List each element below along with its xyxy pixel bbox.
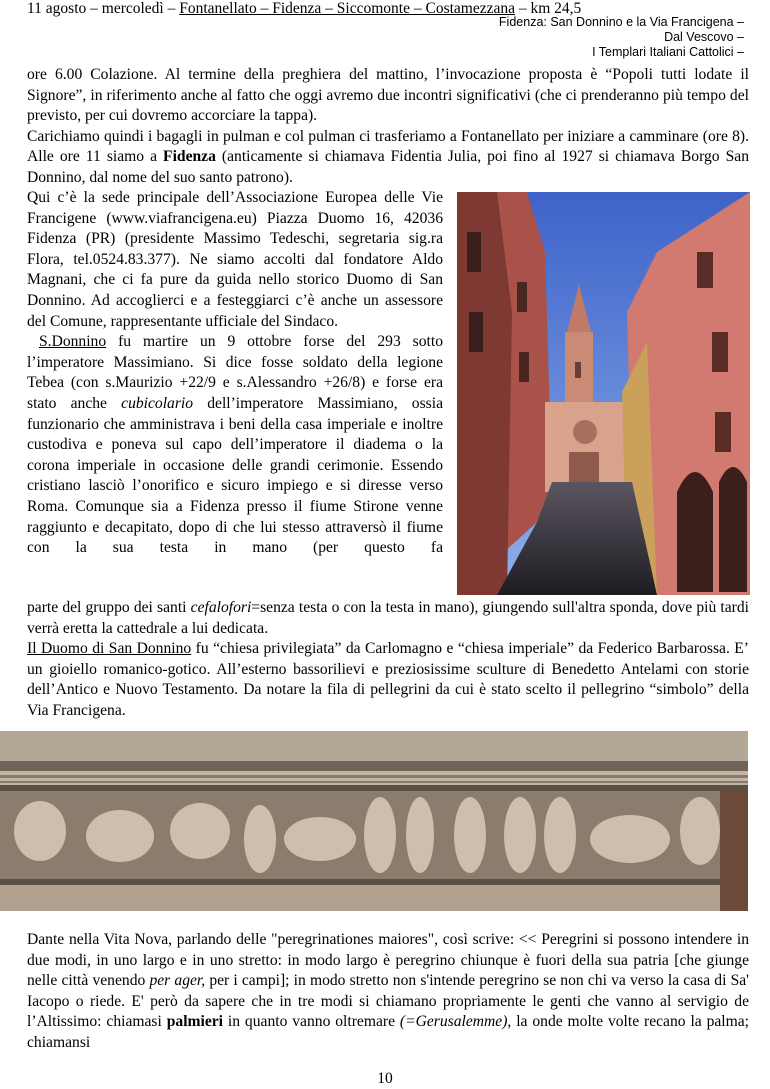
header-topic: Fidenza: San Donnino e la Via Francigena – <box>498 15 744 29</box>
palmieri-bold: palmieri <box>166 1013 224 1031</box>
paragraph-association: Qui c’è la sede principale dell’Associazione Europea delle Vie Francigene (www.viafrancigena.eu) Piazza Duomo 16, 42036 Fidenza (PR) (presidente Massimo Tedeschi, segretaria sig.ra Flora, tel.0524.83.377). Ne siamo accolti dal fondatore Aldo Magnani, che ci fa pure da guida nello storico Duomo di San Donnino. Ad accoglierci e a festeggiarci c’è anche un assessore del Comune, rappresentante ufficiale del Sindaco. <box>27 189 443 330</box>
bottom-text <box>27 930 749 1054</box>
paragraph-dante: Dante nella Vita Nova, parlando delle "peregrinationes maiores", così scrive: << Peregrini si possono intendere in due modi, in uno largo e in uno stretto: in modo largo è peregrino chiunque è fuori della sua patria [che giunge nelle città venendo per ager, per i campi]; in modo stretto non s'intende peregrino se non chi va verso la casa di Sa' Iacopo o riede. E' però da sapere che in tre modi si chiamano propriamente le genti che vanno al servigio de l’Altissimo: chiamasi palmieri in quanto vanno oltremare (=Gerusalemme), la onde molte volte recano la palma; chiamansi <box>27 931 750 1051</box>
s-donnino-link[interactable]: S.Donnino <box>39 333 107 351</box>
continuation-text <box>27 598 749 722</box>
header-distance: – km 24,5 <box>518 0 582 17</box>
header-topic: I Templari Italiani Cattolici – <box>592 45 744 59</box>
page-number: 10 <box>377 1070 393 1087</box>
street-photo <box>457 192 750 595</box>
narrow-column <box>27 188 443 559</box>
fidenza-bold: Fidenza <box>163 148 216 166</box>
header-topics <box>499 15 744 60</box>
header-route: Fontanellato – Fidenza – Siccomonte – Costamezzana <box>179 0 515 17</box>
paragraph-donnino-end: parte del gruppo dei santi cefalofori=senza testa o con la testa in mano), giungendo sull'altra sponda, dove più tardi verrà eretta la cattedrale a lui dedicata. <box>27 599 750 637</box>
paragraph-donnino: S.Donnino fu martire un 9 ottobre forse del 293 sotto l’imperatore Massimiano. Si dice fosse soldato della legione Tebea (con s.Maurizio +22/9 e s.Alessandro +26/8) e forse era stato anche cubicolario dell’imperatore Massimiano, ossia funzionario che amministrava i beni della casa imperiale e inoltre custodiva e poneva sul capo dell’imperatore il diadema o la corona imperiale in occasione delle grandi cerimonie. Essendo cristiano lasciò l’onorifico e sicuro impiego e si diresse verso Roma. Comunque sia a Fidenza presso il fiume Stirone venne raggiunto e decapitato, dopo di che lui stesso attraversò il fiume con la sua testa in mano (per questo fa <box>27 333 443 557</box>
header-topic: Dal Vescovo – <box>664 30 744 44</box>
intro-text <box>27 65 749 189</box>
duomo-link[interactable]: Il Duomo di San Donnino <box>27 640 192 658</box>
paragraph-departure: Carichiamo quindi i bagagli in pulman e col pulman ci trasferiamo a Fontanellato per iniziare a camminare (ore 8). Alle ore 11 siamo a Fidenza (anticamente si chiamava Fidentia Julia, poi fino al 1927 si chiamava Borgo San Donnino, dal nome del suo santo patrono). <box>27 127 749 186</box>
paragraph-breakfast: ore 6.00 Colazione. Al termine della preghiera del mattino, l’invocazione proposta è “Popoli tutti lodate il Signore”, in riferimento anche al fatto che oggi avremo due incontri significativi (che ci prenderanno più tempo del previsto, per cui dovremo accorciare la tappa). <box>27 66 749 125</box>
header-date: 11 agosto – mercoledì – <box>27 0 176 17</box>
frieze-photo <box>0 731 748 911</box>
paragraph-duomo: Il Duomo di San Donnino fu “chiesa privilegiata” da Carlomagno e “chiesa imperiale” da Federico Barbarossa. E’ un gioiello romanico-gotico. All’esterno bassorilievi e preziosissime sculture di Benedetto Antelami con storie dell’Antico e Nuovo Testamento. Da notare la fila di pellegrini da cui è stato scelto il pellegrino “simbolo” della Via Francigena. <box>27 640 750 719</box>
